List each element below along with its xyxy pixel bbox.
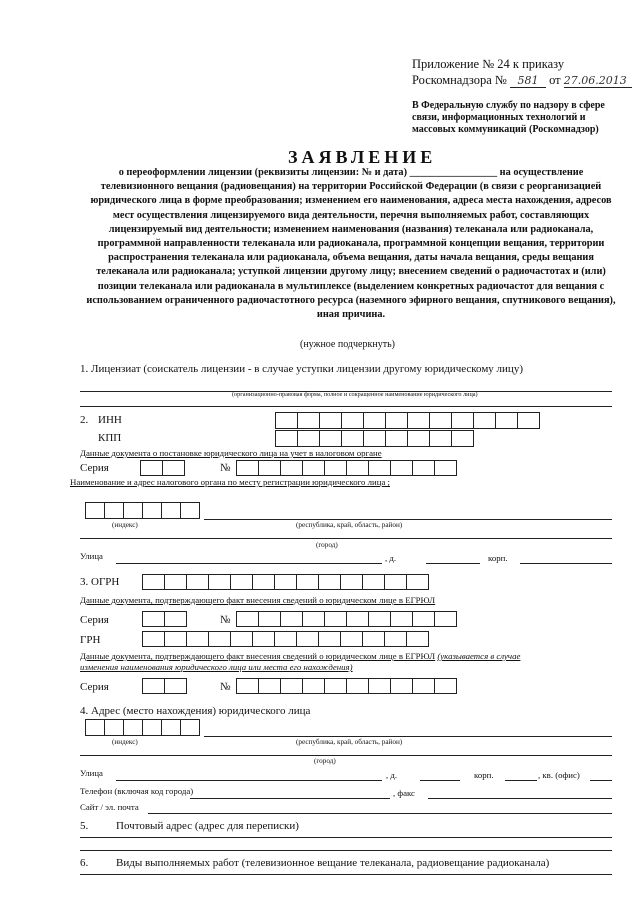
appendix-line2	[412, 73, 632, 88]
legal-office-label: , кв. (офис)	[538, 770, 580, 780]
legal-city-hint: (город)	[314, 757, 336, 765]
ogrn-boxes[interactable]	[143, 574, 429, 590]
legal-index-hint: (индекс)	[112, 738, 138, 746]
legal-korp-line[interactable]	[505, 780, 537, 781]
egrul2-seria-label: Серия	[80, 681, 109, 693]
egrul2-seria-boxes[interactable]	[143, 678, 187, 694]
appendix-prefix: Роскомнадзора №	[412, 73, 507, 87]
tax-street-label: Улица	[80, 551, 103, 561]
egrul-no-label: №	[220, 614, 231, 626]
egrul-seria-label: Серия	[80, 614, 109, 626]
legal-region-line[interactable]	[204, 736, 612, 737]
legal-house-line[interactable]	[420, 780, 460, 781]
tax-doc-no-label: №	[220, 462, 231, 474]
egrul-doc2-label	[80, 651, 520, 661]
section1-hint: (организационно-правовая форма, полное и сокращенное наименование юридического лица)	[232, 391, 478, 398]
inn-boxes[interactable]	[276, 412, 540, 429]
inn-label: ИНН	[98, 414, 122, 426]
section2-num: 2.	[80, 414, 89, 426]
site-label: Сайт / эл. почта	[80, 802, 139, 812]
egrul-doc2-text: Данные документа, подтверждающего факт внесения сведений о юридическом лице в ЕГРЮЛ	[80, 651, 436, 661]
tax-doc-label: Данные документа о постановке юридического лица на учет в налоговом органе	[80, 448, 382, 458]
phone-label: Телефон (включая код города)	[80, 786, 194, 796]
legal-region-hint: (республика, край, область, район)	[296, 738, 403, 746]
legal-city-line[interactable]	[80, 755, 612, 756]
section5-label: Почтовый адрес (адрес для переписки)	[116, 820, 299, 832]
tax-index-boxes[interactable]	[86, 502, 200, 519]
grn-label: ГРН	[80, 634, 101, 646]
tax-authority-label: Наименование и адрес налогового органа по месту регистрации юридического лица ;	[70, 477, 390, 487]
fax-line[interactable]	[428, 798, 612, 799]
ogrn-label: 3. ОГРН	[80, 576, 120, 588]
kpp-boxes[interactable]	[276, 430, 474, 447]
legal-korp-label: корп.	[474, 770, 494, 780]
grn-boxes[interactable]	[143, 631, 429, 647]
application-subject: о переоформлении лицензии (реквизиты лицензии: № и дата) _________________ на осуществление телевизионного вещания (радиовещания) на территории Российской Федерации (в связи с реорганизацией юридического лица в форме преобразования; изменением его наименования, адреса места нахождения, адресов мест осуществления лицензируемого вида деятельности, перечня выполняемых работ, составляющих лицензируемый вид деятельности; изменением наименования (названия) телеканала или радиоканала, программной направленности телеканала или радиоканала, программной концепции вещания, территории распространения телеканала или радиоканала, объема вещания, даты начала вещания, среды вещания телеканала или радиоканала; уступкой лицензии другому лицу; внесением сведений о радиочастотах и (или) позиции телеканала или радиоканала в мультиплексе (выделением конкретных радиочастот для вещания с использованием ограниченного радиочастотного ресурса (наземного эфирного вещания, спутникового вещания), иная причина.	[86, 167, 616, 321]
section6-label: Виды выполняемых работ (телевизионное вещание телеканала, радиовещание радиоканала)	[116, 857, 550, 869]
egrul-seria-boxes[interactable]	[143, 611, 187, 627]
addressee: В Федеральную службу по надзору в сфере связи, информационных технологий и массовых коммуникаций (Роскомнадзор)	[412, 100, 605, 135]
tax-index-hint: (индекс)	[112, 521, 138, 529]
legal-street-line[interactable]	[116, 780, 382, 781]
egrul-doc-label: Данные документа, подтверждающего факт внесения сведений о юридическом лице в ЕГРЮЛ	[80, 595, 436, 605]
tax-korp-line[interactable]	[520, 563, 612, 564]
egrul-no-boxes[interactable]	[237, 611, 457, 627]
page-title: ЗАЯВЛЕНИЕ	[288, 147, 437, 167]
tax-house-line[interactable]	[426, 563, 480, 564]
fax-label: , факс	[393, 788, 415, 798]
phone-line[interactable]	[190, 798, 390, 799]
egrul-doc2-note2: изменения наименования юридического лица или места его нахождения)	[80, 662, 353, 672]
tax-doc-seria-boxes[interactable]	[141, 460, 185, 476]
section1-label: 1. Лицензиат (соискатель лицензии - в случае уступки лицензии другому юридическому лицу)	[80, 363, 523, 375]
appendix-date: 27.06.2013	[564, 74, 632, 88]
section5-num: 5.	[80, 820, 89, 832]
legal-office-line[interactable]	[590, 780, 612, 781]
tax-city-line[interactable]	[80, 538, 612, 539]
egrul-doc2-note: (указывается в случае	[437, 651, 521, 661]
appendix-ot: от	[549, 73, 561, 87]
postal-line2[interactable]	[80, 850, 612, 851]
tax-doc-seria-label: Серия	[80, 462, 109, 474]
section6-num: 6.	[80, 857, 89, 869]
tax-street-line[interactable]	[116, 563, 382, 564]
subject-note: (нужное подчеркнуть)	[300, 339, 395, 350]
tax-region-line[interactable]	[204, 519, 612, 520]
legal-index-boxes[interactable]	[86, 719, 200, 736]
egrul2-no-boxes[interactable]	[237, 678, 457, 694]
tax-house-label: , д.	[385, 553, 397, 563]
appendix-line1: Приложение № 24 к приказу	[412, 57, 565, 71]
appendix-number: 581	[510, 74, 546, 88]
section4-label: 4. Адрес (место нахождения) юридического лица	[80, 705, 311, 717]
tax-korp-label: корп.	[488, 553, 508, 563]
legal-house-label: , д.	[386, 770, 398, 780]
work-types-line[interactable]	[80, 874, 612, 875]
kpp-label: КПП	[98, 432, 122, 444]
postal-line1[interactable]	[80, 837, 612, 838]
tax-region-hint: (республика, край, область, район)	[296, 521, 403, 529]
tax-doc-no-boxes[interactable]	[237, 460, 457, 476]
legal-street-label: Улица	[80, 768, 103, 778]
egrul2-no-label: №	[220, 681, 231, 693]
tax-city-hint: (город)	[316, 541, 338, 549]
site-line[interactable]	[148, 813, 612, 814]
section1-line2[interactable]	[80, 406, 612, 407]
